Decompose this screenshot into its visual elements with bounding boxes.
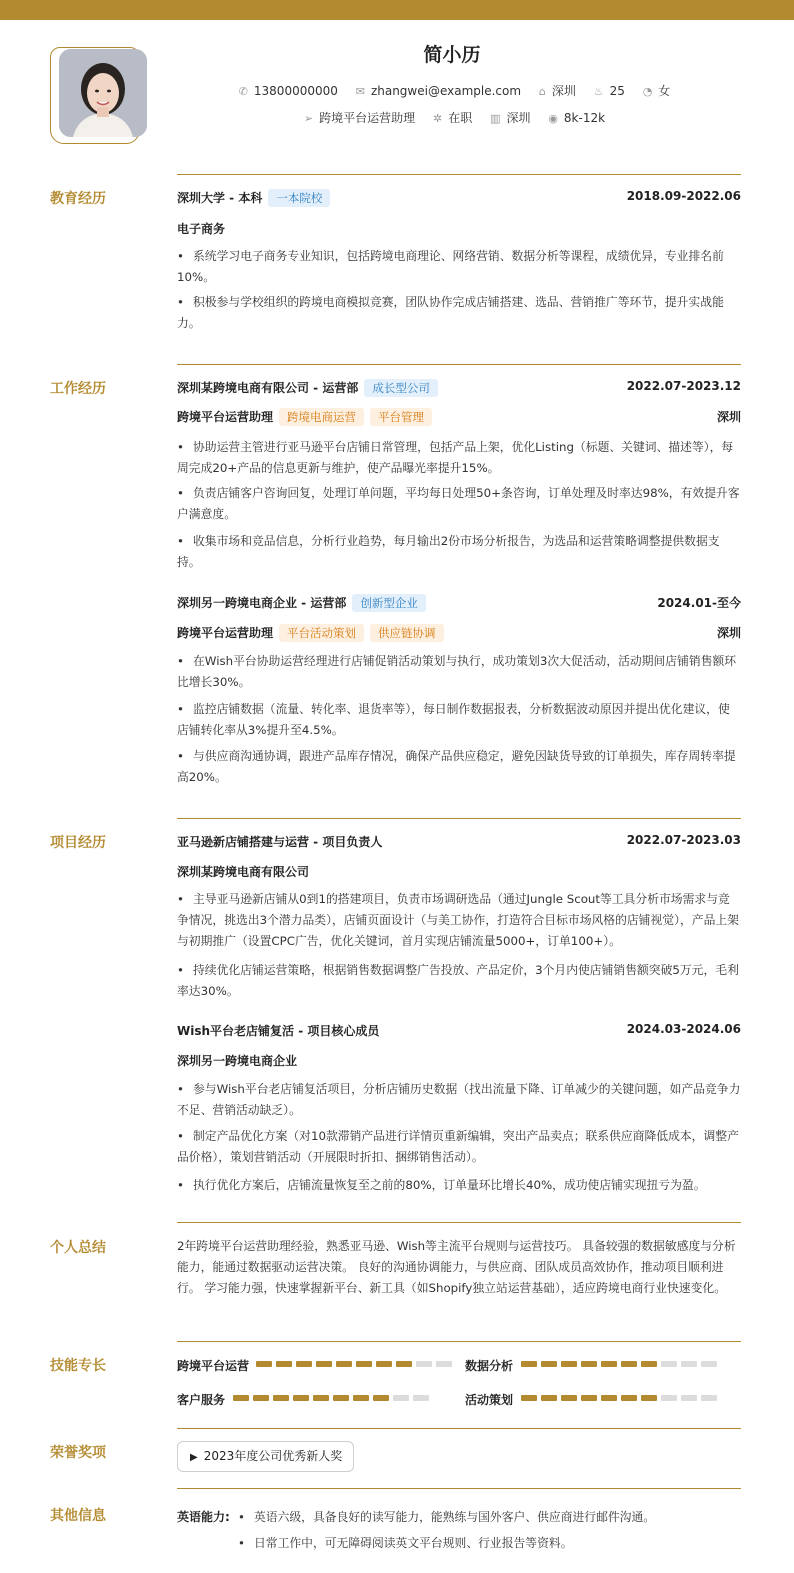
work-role: 跨境平台运营助理 平台活动策划 供应链协调 深圳 xyxy=(177,626,741,640)
project-company: 深圳某跨境电商有限公司 xyxy=(177,865,310,879)
section-title-work: 工作经历 xyxy=(50,381,106,397)
project-header: Wish平台老店铺复活 - 项目核心成员 2024.03-2024.06 xyxy=(177,1022,741,1038)
phone-icon: ✆ xyxy=(238,85,248,98)
skill-segment xyxy=(393,1395,409,1401)
gender-item: ◔ 女 xyxy=(642,84,671,98)
list-item: • 持续优化店铺运营策略，根据销售数据调整广告投放、产品定价，3个月内使店铺销售额突破5万元，毛利率达30%。 xyxy=(177,963,739,998)
skill-segment xyxy=(436,1361,452,1367)
list-item: • 英语六级，具备良好的读写能力，能熟练与国外客户、供应商进行邮件沟通。 xyxy=(238,1510,656,1524)
list-item: • 执行优化方案后，店铺流量恢复至之前的80%，订单量环比增长40%，成功使店铺实现扭亏为盈。 xyxy=(177,1178,706,1192)
gender-icon: ◔ xyxy=(642,85,653,98)
project-company: 深圳另一跨境电商企业 xyxy=(177,1054,298,1068)
triangle-right-icon: ▶ xyxy=(190,1452,198,1463)
skill-segment xyxy=(296,1361,312,1367)
award-item[interactable]: ▶ 2023年度公司优秀新人奖 xyxy=(177,1441,354,1472)
skill-segment xyxy=(413,1395,429,1401)
skill-tag: 跨境电商运营 xyxy=(279,408,364,426)
skill-segment xyxy=(376,1361,392,1367)
skill-tag: 平台管理 xyxy=(370,408,432,426)
skill-segment xyxy=(373,1395,389,1401)
job-intent-row xyxy=(0,109,794,126)
target-city-item: ▥ 深圳 xyxy=(490,111,531,125)
skill-segment xyxy=(293,1395,309,1401)
section-divider xyxy=(177,1428,741,1429)
company-tag: 创新型企业 xyxy=(352,594,426,612)
skill-segment xyxy=(313,1395,329,1401)
work-location: 深圳 xyxy=(716,410,741,424)
status-item: ✲ 在职 xyxy=(433,111,473,125)
skill-segment xyxy=(581,1395,597,1401)
english-label: 英语能力: xyxy=(177,1510,230,1524)
skill-segment xyxy=(641,1395,657,1401)
skill-segment xyxy=(521,1395,537,1401)
company-tag: 成长型公司 xyxy=(364,379,438,397)
skill-segment xyxy=(641,1361,657,1367)
skill-segment xyxy=(333,1395,349,1401)
building-icon: ▥ xyxy=(490,112,501,125)
work-header: 深圳另一跨境电商企业 - 运营部 创新型企业 2024.01-至今 xyxy=(177,596,741,610)
skill-segment xyxy=(356,1361,372,1367)
skill-segment xyxy=(416,1361,432,1367)
list-item: • 主导亚马逊新店铺从0到1的搭建项目，负责市场调研选品（通过Jungle Scout等工具分析市场需求与竞争情况，挑选出3个潜力品类），店铺页面设计（与美工协作，打造符合目标市场风格的店铺视觉），产品上架与初期推广（设置CPC广告，优化关键词，首月实现店铺流量5000+，订单100+）。 xyxy=(177,892,739,948)
list-item: • 与供应商沟通协调，跟进产品库存情况，确保产品供应稳定，避免因缺货导致的订单损失，库存周转率提高20%。 xyxy=(177,749,736,784)
project-date: 2024.03-2024.06 xyxy=(626,1022,741,1036)
list-item: • 收集市场和竞品信息，分析行业趋势，每月输出2份市场分析报告，为选品和运营策略调整提供数据支持。 xyxy=(177,534,720,569)
skill-item: 客户服务 xyxy=(177,1391,457,1407)
top-accent-bar xyxy=(0,0,794,20)
age-item: ♨ 25 xyxy=(593,84,625,98)
skill-tag: 平台活动策划 xyxy=(279,624,364,642)
skill-segment xyxy=(621,1395,637,1401)
contact-row xyxy=(0,82,794,99)
email-item: ✉ zhangwei@example.com xyxy=(355,84,522,98)
section-divider xyxy=(177,1488,741,1489)
skill-segment xyxy=(233,1395,249,1401)
school-name: 深圳大学 - 本科 xyxy=(177,191,263,205)
work-date: 2022.07-2023.12 xyxy=(626,379,741,393)
section-title-education: 教育经历 xyxy=(50,191,106,207)
skill-segment xyxy=(701,1395,717,1401)
list-item: • 系统学习电子商务专业知识，包括跨境电商理论、网络营销、数据分析等课程，成绩优异，专业排名前10%。 xyxy=(177,249,724,284)
skill-segment xyxy=(256,1361,272,1367)
skill-segment xyxy=(521,1361,537,1367)
section-divider xyxy=(177,1222,741,1223)
skill-segment xyxy=(276,1361,292,1367)
section-title-other: 其他信息 xyxy=(50,1508,106,1524)
skill-tag: 供应链协调 xyxy=(370,624,444,642)
position-item: ➢ 跨境平台运营助理 xyxy=(303,111,416,125)
skill-item: 数据分析 xyxy=(465,1357,745,1373)
candidate-name: 简小历 xyxy=(423,44,481,66)
list-item: • 协助运营主管进行亚马逊平台店铺日常管理，包括产品上架，优化Listing（标题、关键词、描述等），每周完成20+产品的信息更新与维护，使产品曝光率提升15%。 xyxy=(177,440,734,475)
skill-segment xyxy=(681,1361,697,1367)
work-location: 深圳 xyxy=(716,626,741,640)
skill-segment xyxy=(661,1361,677,1367)
summary-text: 2年跨境平台运营助理经验，熟悉亚马逊、Wish等主流平台规则与运营技巧。 具备较强的数据敏感度与分析能力，能通过数据驱动运营决策。 良好的沟通协调能力，与供应商、团队成员高效协作，推动项目顺利进行。 学习能力强，快速掌握新平台、新工具（如Shopify独立站运营基础），适应跨境电商行业快速变化。 xyxy=(177,1239,736,1295)
skill-segment xyxy=(353,1395,369,1401)
age-icon: ♨ xyxy=(593,85,604,98)
section-title-summary: 个人总结 xyxy=(50,1240,106,1256)
coin-icon: ◉ xyxy=(548,112,558,125)
mail-icon: ✉ xyxy=(355,85,365,98)
education-date: 2018.09-2022.06 xyxy=(626,189,741,203)
skill-segment xyxy=(273,1395,289,1401)
list-item: • 制定产品优化方案（对10款滞销产品进行详情页重新编辑，突出产品卖点；联系供应商降低成本，调整产品价格），策划营销活动（开展限时折扣、捆绑销售活动）。 xyxy=(177,1129,739,1164)
section-divider xyxy=(177,1341,741,1342)
work-role: 跨境平台运营助理 跨境电商运营 平台管理 深圳 xyxy=(177,410,741,424)
education-header xyxy=(177,189,741,207)
salary-item: ◉ 8k-12k xyxy=(548,111,606,125)
skill-item: 跨境平台运营 xyxy=(177,1357,457,1373)
section-divider xyxy=(177,174,741,175)
section-divider xyxy=(177,364,741,365)
project-header: 亚马逊新店铺搭建与运营 - 项目负责人 2022.07-2023.03 xyxy=(177,833,741,849)
project-date: 2022.07-2023.03 xyxy=(626,833,741,847)
list-item: • 负责店铺客户咨询回复，处理订单问题，平均每日处理50+条咨询，订单处理及时率达98%，有效提升客户满意度。 xyxy=(177,486,740,521)
skill-segment xyxy=(561,1395,577,1401)
major: 电子商务 xyxy=(177,222,226,236)
send-icon: ➢ xyxy=(303,112,314,125)
list-item: • 日常工作中，可无障碍阅读英文平台规则、行业报告等资料。 xyxy=(238,1536,573,1550)
gear-icon: ✲ xyxy=(433,112,443,125)
skill-segment xyxy=(621,1361,637,1367)
list-item: • 监控店铺数据（流量、转化率、退货率等），每日制作数据报表，分析数据波动原因并提出优化建议，使店铺转化率从3%提升至4.5%。 xyxy=(177,702,730,737)
city-item: ⌂ 深圳 xyxy=(538,84,576,98)
skill-segment xyxy=(681,1395,697,1401)
section-title-awards: 荣誉奖项 xyxy=(50,1445,106,1461)
work-header: 深圳某跨境电商有限公司 - 运营部 成长型公司 2022.07-2023.12 xyxy=(177,379,741,395)
list-item: • 在Wish平台协助运营经理进行店铺促销活动策划与执行，成功策划3次大促活动，活动期间店铺销售额环比增长30%。 xyxy=(177,654,737,689)
skill-segment xyxy=(701,1361,717,1367)
skill-segment xyxy=(581,1361,597,1367)
skill-segment xyxy=(541,1395,557,1401)
skill-segment xyxy=(561,1361,577,1367)
skill-segment xyxy=(336,1361,352,1367)
list-item: • 参与Wish平台老店铺复活项目，分析店铺历史数据（找出流量下降、订单减少的关键问题，如产品竞争力不足、营销活动缺乏）。 xyxy=(177,1082,741,1117)
home-icon: ⌂ xyxy=(538,85,546,98)
skill-segment xyxy=(601,1361,617,1367)
skill-segment xyxy=(601,1395,617,1401)
skill-segment xyxy=(396,1361,412,1367)
section-title-skills: 技能专长 xyxy=(50,1358,106,1374)
school-tag: 一本院校 xyxy=(268,189,330,207)
list-item: • 积极参与学校组织的跨境电商模拟竞赛，团队协作完成店铺搭建、选品、营销推广等环节，提升实战能力。 xyxy=(177,295,724,330)
section-divider xyxy=(177,818,741,819)
phone-item: ✆ 13800000000 xyxy=(238,84,338,98)
work-date: 2024.01-至今 xyxy=(657,596,741,610)
section-title-project: 项目经历 xyxy=(50,835,106,851)
skill-segment xyxy=(316,1361,332,1367)
skill-segment xyxy=(661,1395,677,1401)
skill-segment xyxy=(541,1361,557,1367)
skill-item: 活动策划 xyxy=(465,1391,745,1407)
skill-segment xyxy=(253,1395,269,1401)
